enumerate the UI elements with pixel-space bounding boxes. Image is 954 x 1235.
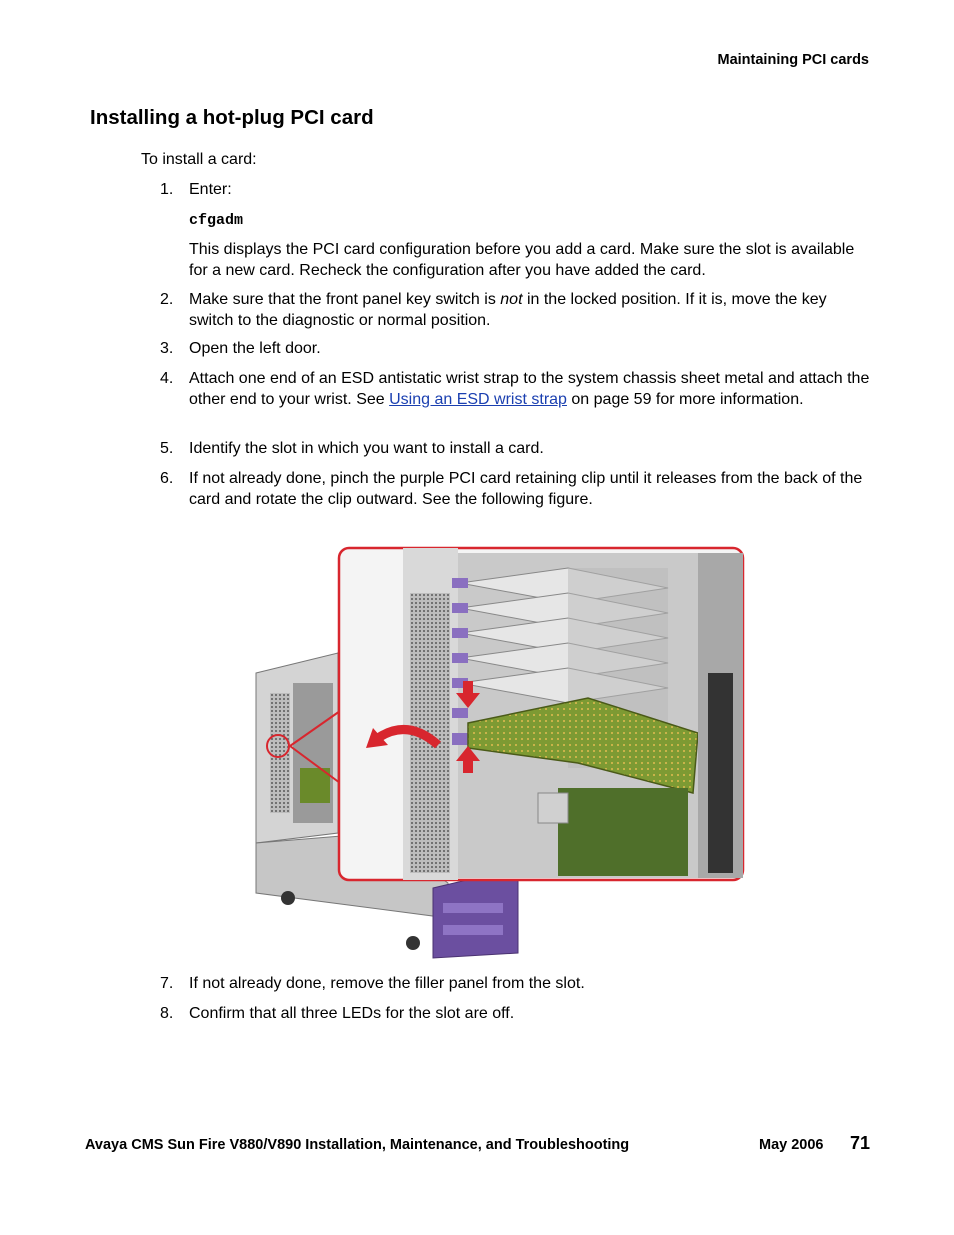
step-number: 2. — [160, 291, 174, 308]
step-text: Open the left door. — [189, 340, 321, 357]
step-8 — [160, 1004, 870, 1025]
callout-panel — [339, 548, 743, 880]
section-title: Installing a hot-plug PCI card — [90, 106, 374, 129]
step-6 — [160, 469, 870, 510]
step-5 — [160, 439, 870, 460]
step-2 — [160, 290, 870, 331]
step-text — [189, 369, 870, 410]
step-number: 3. — [160, 340, 174, 357]
step-text: If not already done, remove the filler panel from the slot. — [189, 975, 585, 992]
step-number: 6. — [160, 470, 174, 487]
step-text-part: Make sure that the front panel key switch is — [189, 291, 501, 308]
step-4 — [160, 369, 870, 410]
step-3 — [160, 339, 870, 360]
step-number: 1. — [160, 181, 174, 198]
intro-text: To install a card: — [141, 151, 257, 168]
step-text — [189, 290, 870, 331]
command-description: This displays the PCI card configuration before you add a card. Make sure the slot is available for a new card. Recheck the configuration after you have added the card. — [189, 241, 855, 279]
command-code: cfgadm — [189, 212, 244, 229]
step-text-part: on page 59 for more information. — [566, 390, 804, 408]
emphasis-text: not — [500, 291, 523, 308]
step-1 — [160, 180, 870, 201]
running-header: Maintaining PCI cards — [717, 52, 869, 68]
esd-wrist-strap-link[interactable]: Using an ESD wrist strap — [389, 390, 567, 408]
step-text-part: Attach one end of an ESD antistatic wrist strap to the system chassis sheet metal and attach the other end to your wrist. See — [189, 370, 870, 408]
pci-card-figure — [238, 533, 764, 973]
step-text: If not already done, pinch the purple PCI card retaining clip until it releases from the back of the card and rotate the clip outward. See the following figure. — [189, 470, 863, 508]
step-number: 5. — [160, 440, 174, 457]
step-7 — [160, 974, 870, 995]
step-number: 4. — [160, 370, 174, 387]
step-text: Confirm that all three LEDs for the slot are off. — [189, 1005, 515, 1022]
step-number: 7. — [160, 975, 174, 992]
step-text: Enter: — [189, 181, 232, 198]
step-text: Identify the slot in which you want to install a card. — [189, 440, 544, 457]
pci-card-illustration — [238, 533, 764, 973]
footer-doc-title: Avaya CMS Sun Fire V880/V890 Installation, Maintenance, and Troubleshooting — [85, 1137, 630, 1153]
step-number: 8. — [160, 1005, 174, 1022]
footer-date: May 2006 — [759, 1137, 824, 1153]
page-number: 71 — [850, 1133, 871, 1153]
step-text-part: in the locked position. If it is, move the key switch to the diagnostic or normal position. — [189, 291, 827, 329]
